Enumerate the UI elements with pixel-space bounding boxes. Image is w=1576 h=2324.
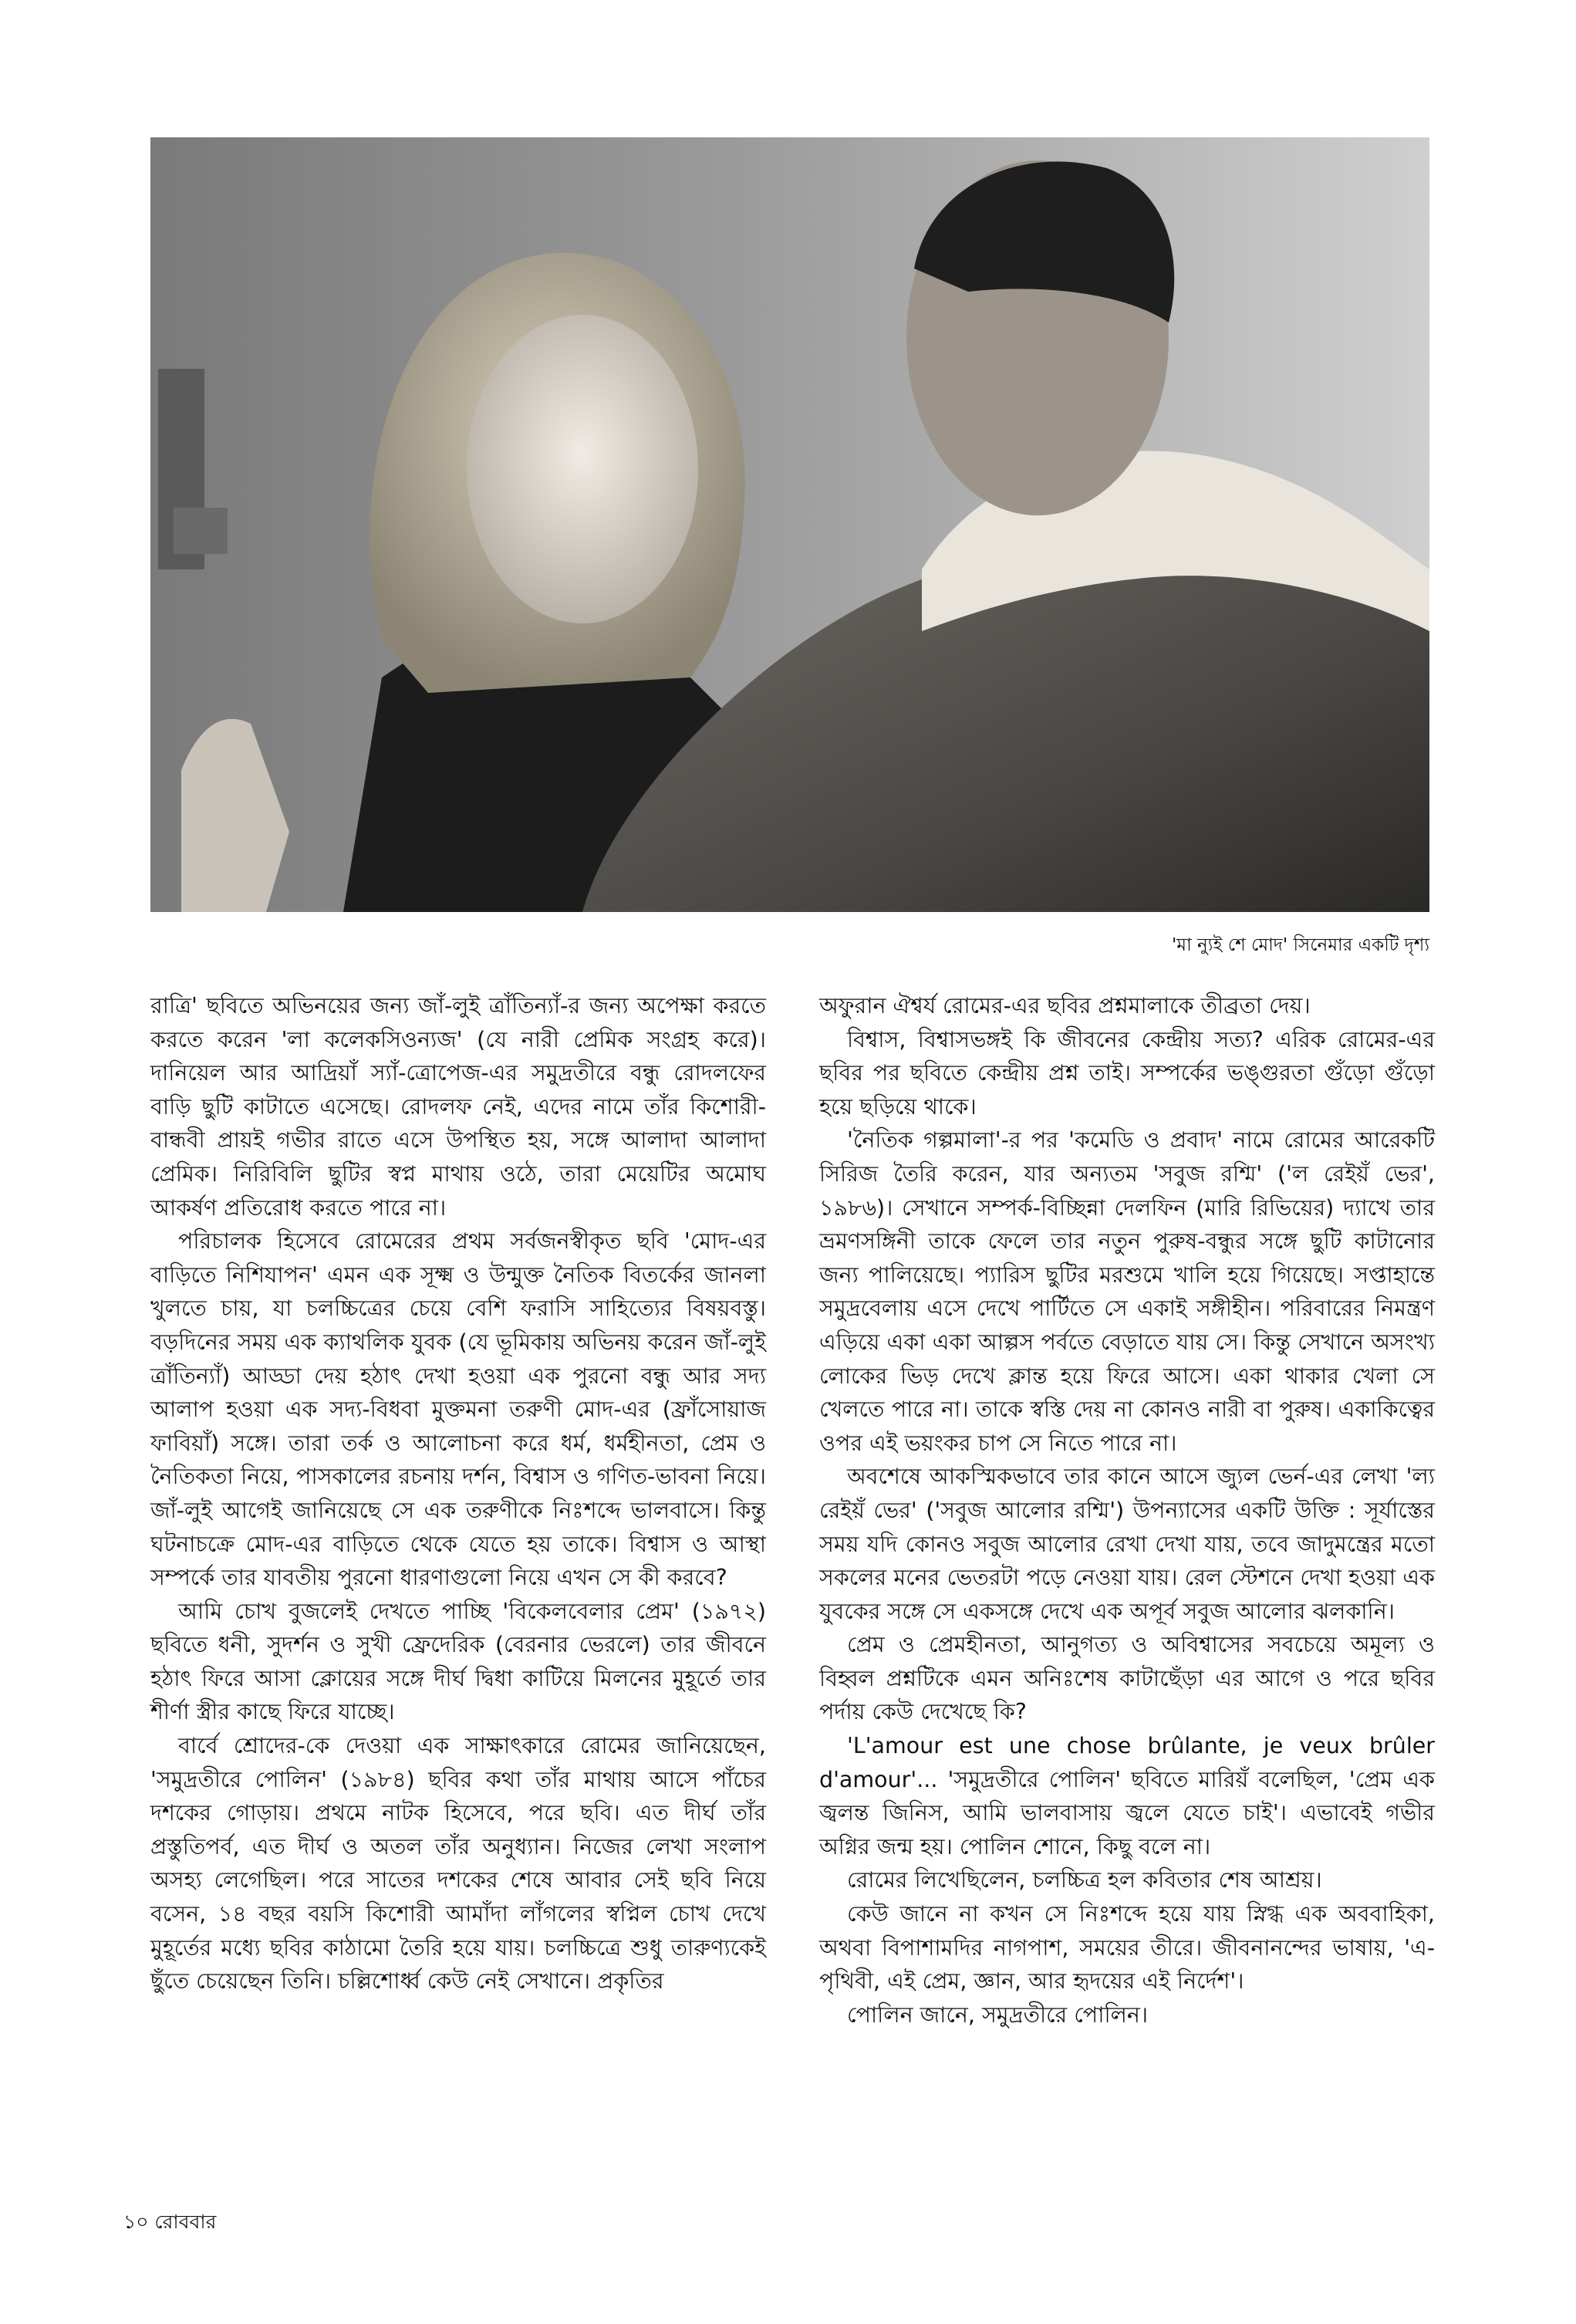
film-still-image bbox=[150, 137, 1429, 912]
paragraph: 'নৈতিক গল্পমালা'-র পর 'কমেডি ও প্রবাদ' নামে রোমের আরেকটি সিরিজ তৈরি করেন, যার অন্যতম 'সবুজ রশ্মি' ('ল রেইয়ঁ ভের', ১৯৮৬)। সেখানে সম্পর্ক-বিচ্ছিন্না দেলফিন (মারি রিভিয়ের) দ্যাখে তার ভ্রমণসঙ্গিনী তাকে ফেলে তার নতুন পুরুষ-বন্ধুর সঙ্গে ছুটি কাটানোর জন্য পালিয়েছে। প্যারিস ছুটির মরশুমে খালি হয়ে গিয়েছে। সপ্তাহান্তে সমুদ্রবেলায় এসে দেখে পার্টিতে সে একাই সঙ্গীহীন। পরিবারের নিমন্ত্রণ এড়িয়ে একা একা আল্পস পর্বতে বেড়াতে যায় সে। কিন্তু সেখানে অসংখ্য লোকের ভিড় দেখে ক্লান্ত হয়ে ফিরে আসে। একা থাকার খেলা সে খেলতে পারে না। তাকে স্বস্তি দেয় না কোনও নারী বা পুরুষ। একাকিত্বের ওপর এই ভয়ংকর চাপ সে নিতে পারে না। bbox=[819, 1127, 1435, 1456]
film-still-photo bbox=[150, 137, 1429, 912]
page-folio: ১০ রোববার bbox=[123, 2211, 217, 2233]
paragraph: বিশ্বাস, বিশ্বাসভঙ্গই কি জীবনের কেন্দ্রীয় সত্য? এরিক রোমের-এর ছবির পর ছবিতে কেন্দ্রীয় প্রশ্ন তাই। সম্পর্কের ভঙ্গুরতা গুঁড়ো গুঁড়ো হয়ে ছড়িয়ে থাকে। bbox=[819, 1026, 1435, 1120]
paragraph: আমি চোখ বুজলেই দেখতে পাচ্ছি 'বিকেলবেলার প্রেম' (১৯৭২) ছবিতে ধনী, সুদর্শন ও সুখী ফ্রেদেরিক (বেরনার ভেরলে) তার জীবনে হঠাৎ ফিরে আসা ক্লোয়ের সঙ্গে দীর্ঘ দ্বিধা কাটিয়ে মিলনের মুহূর্তে তার শীর্ণা স্ত্রীর কাছে ফিরে যাচ্ছে। bbox=[150, 1598, 766, 1725]
paragraph: পোলিন জানে, সমুদ্রতীরে পোলিন। bbox=[847, 2001, 1149, 2028]
paragraph: অবশেষে আকস্মিকভাবে তার কানে আসে জ্যুল ভের্ন-এর লেখা 'ল্য রেইয়ঁ ভের' ('সবুজ আলোর রশ্মি') উপন্যাসের একটি উক্তি : সূর্যাস্তের সময় যদি কোনও সবুজ আলোর রেখা দেখা যায়, তবে জাদুমন্ত্রের মতো সকলের মনের ভেতরটা পড়ে নেওয়া যায়। রেল স্টেশনে দেখা হওয়া এক যুবকের সঙ্গে সে একসঙ্গে দেখে এক অপূর্ব সবুজ আলোর ঝলকানি। bbox=[819, 1464, 1435, 1624]
photo-caption: 'মা ন্যুই শে মোদ' সিনেমার একটি দৃশ্য bbox=[1171, 935, 1429, 955]
paragraph: বার্বে শ্রোদের-কে দেওয়া এক সাক্ষাৎকারে রোমের জানিয়েছেন, 'সমুদ্রতীরে পোলিন' (১৯৮৪) ছবির কথা তাঁর মাথায় আসে পাঁচের দশকের গোড়ায়। প্রথমে নাটক হিসেবে, পরে ছবি। এত দীর্ঘ তাঁর প্রস্তুতিপর্ব, এত দীর্ঘ ও অতল তাঁর অনুধ্যান। নিজের লেখা সংলাপ অসহ্য লেগেছিল। পরে সাতের দশকের শেষে আবার সেই ছবি নিয়ে বসেন, ১৪ বছর বয়সি কিশোরী আমাঁদা লাঁগলের স্বপ্নিল চোখ দেখে মুহূর্তের মধ্যে ছবির কাঠামো তৈরি হয়ে যায়। চলচ্চিত্রে শুধু তারুণ্যকেই ছুঁতে চেয়েছেন তিনি। চল্লিশোর্ধ্ব কেউ নেই সেখানে। প্রকৃতির bbox=[150, 1733, 766, 1995]
paragraph: রোমের লিখেছিলেন, চলচ্চিত্র হল কবিতার শেষ আশ্রয়। bbox=[847, 1867, 1322, 1893]
paragraph: রাত্রি' ছবিতে অভিনয়ের জন্য জাঁ-লুই ত্রাঁতিন্যাঁ-র জন্য অপেক্ষা করতে করতে করেন 'লা কলেকসিওন্যজ' (যে নারী প্রেমিক সংগ্রহ করে)। দানিয়েল আর আদ্রিয়াঁ স্যাঁ-ত্রোপেজ-এর সমুদ্রতীরে বন্ধু রোদলফের বাড়ি ছুটি কাটাতে এসেছে। রোদলফ নেই, এদের নামে তাঁর কিশোরী-বান্ধবী প্রায়ই গভীর রাতে এসে উপস্থিত হয়, সঙ্গে আলাদা আলাদা প্রেমিক। নিরিবিলি ছুটির স্বপ্ন মাথায় ওঠে, তারা মেয়েটির অমোঘ আকর্ষণ প্রতিরোধ করতে পারে না। bbox=[150, 993, 766, 1221]
article-column-right bbox=[819, 989, 1435, 2032]
paragraph: পরিচালক হিসেবে রোমেরের প্রথম সর্বজনস্বীকৃত ছবি 'মোদ-এর বাড়িতে নিশিযাপন' এমন এক সূক্ষ্ম ও উন্মুক্ত নৈতিক বিতর্কের জানলা খুলতে চায়, যা চলচ্চিত্রের চেয়ে বেশি ফরাসি সাহিত্যের বিষয়বস্তু। বড়দিনের সময় এক ক্যাথলিক যুবক (যে ভূমিকায় অভিনয় করেন জাঁ-লুই ত্রাঁতিন্যাঁ) আড্ডা দেয় হঠাৎ দেখা হওয়া এক পুরনো বন্ধু আর সদ্য আলাপ হওয়া এক সদ্য-বিধবা মুক্তমনা তরুণী মোদ-এর (ফ্রাঁসোয়াজ ফাবিয়াঁ) সঙ্গে। তারা তর্ক ও আলোচনা করে ধর্ম, ধর্মহীনতা, প্রেম ও নৈতিকতা নিয়ে, পাসকালের রচনায় দর্শন, বিশ্বাস ও গণিত-ভাবনা নিয়ে। জাঁ-লুই আগেই জানিয়েছে সে এক তরুণীকে নিঃশব্দে ভালবাসে। কিন্তু ঘটনাচক্রে মোদ-এর বাড়িতে থেকে যেতে হয় তাকে। বিশ্বাস ও আস্থা সম্পর্কে তার যাবতীয় পুরনো ধারণাগুলো নিয়ে এখন সে কী করবে? bbox=[150, 1228, 766, 1591]
paragraph: 'L'amour est une chose brûlante, je veux brûler d'amour'... 'সমুদ্রতীরে পোলিন' ছবিতে মারিয়ঁ বলেছিল, 'প্রেম এক জ্বলন্ত জিনিস, আমি ভালবাসায় জ্বলে যেতে চাই'। এভাবেই গভীর অগ্নির জন্ম হয়। পোলিন শোনে, কিছু বলে না। bbox=[819, 1733, 1435, 1860]
paragraph: অফুরান ঐশ্বর্য রোমের-এর ছবির প্রশ্নমালাকে তীব্রতা দেয়। bbox=[819, 993, 1311, 1018]
paragraph: প্রেম ও প্রেমহীনতা, আনুগত্য ও অবিশ্বাসের সবচেয়ে অমূল্য ও বিহ্বল প্রশ্নটিকে এমন অনিঃশেষ কাটাছেঁড়া এর আগে ও পরে ছবির পর্দায় কেউ দেখেছে কি? bbox=[819, 1632, 1435, 1725]
article-column-left bbox=[150, 989, 766, 1998]
paragraph: কেউ জানে না কখন সে নিঃশব্দে হয়ে যায় স্নিগ্ধ এক অববাহিকা, অথবা বিপাশামদির নাগপাশ, সময়ের তীরে। জীবনানন্দের ভাষায়, 'এ-পৃথিবী, এই প্রেম, জ্ঞান, আর হৃদয়ের এই নির্দেশ'। bbox=[819, 1901, 1435, 1995]
